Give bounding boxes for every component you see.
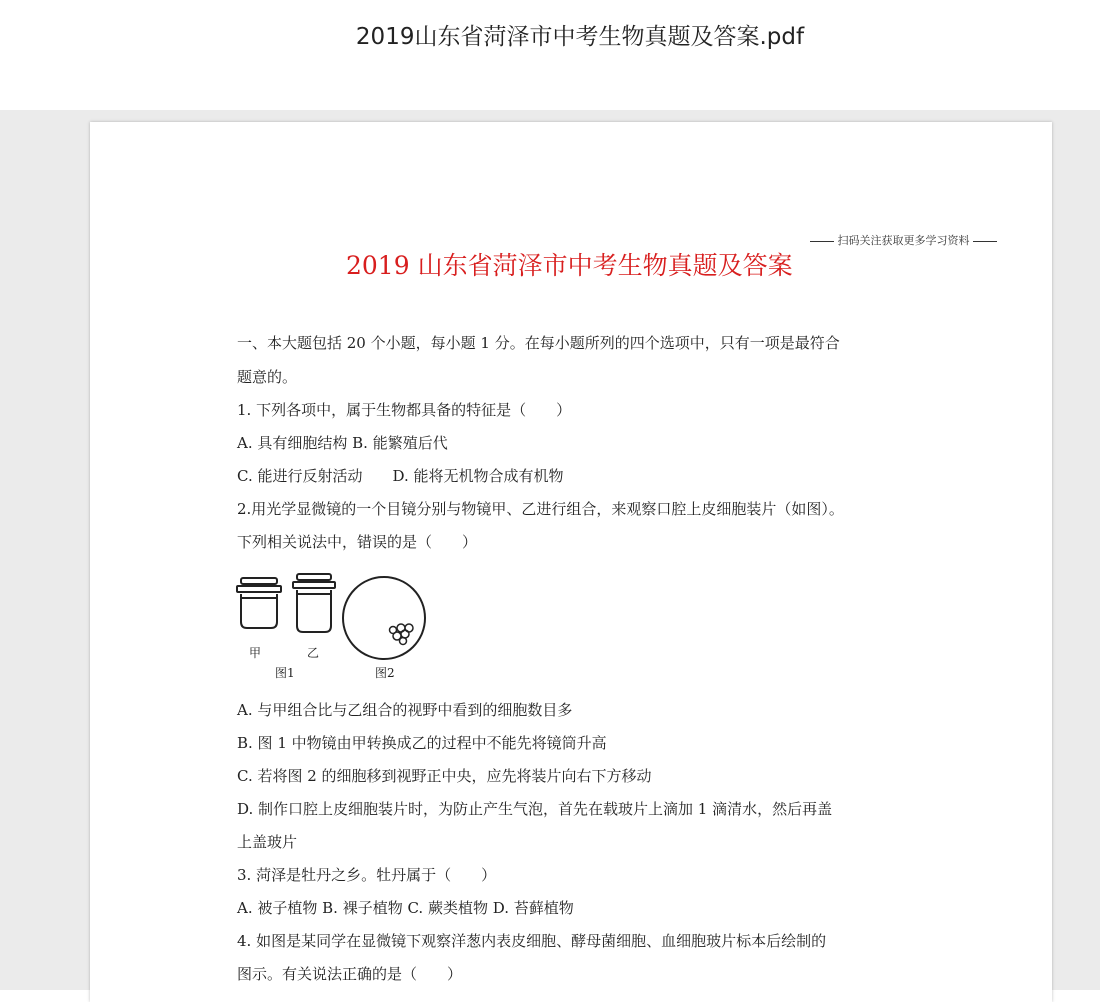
options-line: A. 被子植物 B. 裸子植物 C. 蕨类植物 D. 苔藓植物 xyxy=(237,899,574,917)
question-4: 4. 如图是某同学在显微镜下观察洋葱内表皮细胞、酵母菌细胞、血细胞玻片标本后绘制的 xyxy=(237,932,827,950)
text-line: 上盖玻片 xyxy=(237,833,298,851)
pdf-page xyxy=(90,122,1052,1002)
divider xyxy=(973,241,997,242)
options-line: C. 能进行反射活动 D. 能将无机物合成有机物 xyxy=(237,467,564,485)
figure-caption-1: 图1 xyxy=(275,666,295,680)
question-3: 3. 菏泽是牡丹之乡。牡丹属于（ ） xyxy=(237,866,497,884)
document-viewer[interactable] xyxy=(0,110,1100,990)
text-line: 图示。有关说法正确的是（ ） xyxy=(237,965,463,983)
question-1: 1. 下列各项中，属于生物都具备的特征是（ ） xyxy=(237,401,572,419)
divider xyxy=(810,241,834,242)
option-c: C. 若将图 2 的细胞移到视野正中央，应先将装片向右下方移动 xyxy=(237,767,652,785)
text-line: 一、本大题包括 20 个小题，每小题 1 分。在每小题所列的四个选项中，只有一项是最符合 xyxy=(237,334,840,352)
page-heading: 2019 山东省菏泽市中考生物真题及答案 xyxy=(346,251,793,280)
lens-label-jia: 甲 xyxy=(249,646,262,660)
microscope-figure xyxy=(235,570,440,680)
text-line: 下列相关说法中，错误的是（ ） xyxy=(237,533,478,551)
question-2: 2.用光学显微镜的一个目镜分别与物镜甲、乙进行组合，来观察口腔上皮细胞装片（如图）。 xyxy=(237,500,844,518)
scan-note-text: 扫码关注获取更多学习资料 xyxy=(837,234,970,247)
option-a: A. 与甲组合比与乙组合的视野中看到的细胞数目多 xyxy=(237,701,573,719)
figure-caption-2: 图2 xyxy=(375,666,395,680)
viewer-header xyxy=(0,0,1100,110)
document-title: 2019山东省菏泽市中考生物真题及答案.pdf xyxy=(355,24,805,50)
text-line: 题意的。 xyxy=(237,368,298,386)
options-line: A. 具有细胞结构 B. 能繁殖后代 xyxy=(237,434,448,452)
option-b: B. 图 1 中物镜由甲转换成乙的过程中不能先将镜筒升高 xyxy=(237,734,607,752)
objective-lens-illustration xyxy=(235,570,440,680)
option-d: D. 制作口腔上皮细胞装片时，为防止产生气泡，首先在载玻片上滴加 1 滴清水，然后再盖 xyxy=(237,800,833,818)
lens-label-yi: 乙 xyxy=(307,646,320,660)
scan-note xyxy=(810,232,1030,248)
